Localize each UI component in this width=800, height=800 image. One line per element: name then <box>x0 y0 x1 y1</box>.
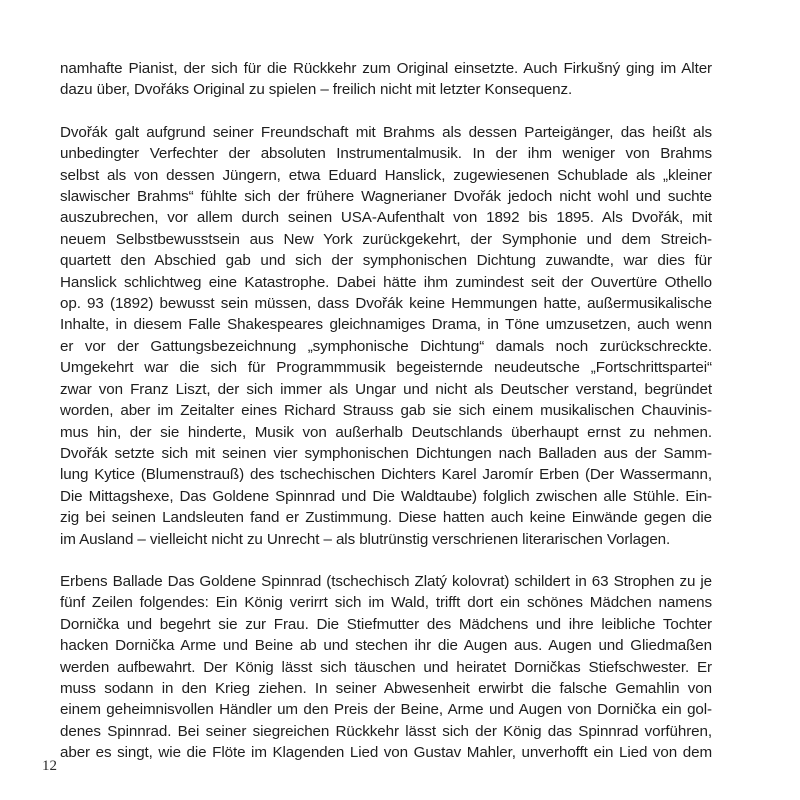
text-line: slawischer Brahms“ fühlte sich der frühere Wagnerianer Dvořák jedoch nicht wohl und suchte <box>60 188 712 206</box>
text-line: Erbens Ballade Das Goldene Spinnrad (tschechisch Zlatý kolovrat) schildert in 63 Strophen zu je <box>60 572 712 590</box>
text-line: quartett den Abschied gab und sich der symphonischen Dichtung zuwandte, war dies für <box>60 252 712 270</box>
text-line: selbst als von dessen Jüngern, etwa Eduard Hanslick, zugewiesenen Schublade als „kleiner <box>60 166 712 184</box>
text-line: lung Kytice (Blumenstrauß) des tschechischen Dichters Karel Jaromír Erben (Der Wassermann, <box>60 466 712 484</box>
paragraph-gap <box>60 101 712 122</box>
text-line: mus hin, der sie hinderte, Musik von außerhalb Deutschlands überhaupt ernst zu nehmen. <box>60 423 712 441</box>
text-line: einem geheimnisvollen Händler um den Preis der Beine, Arme und Augen von Dornička ein gol- <box>60 701 712 719</box>
paragraph-2 <box>60 122 712 550</box>
text-line: Inhalte, in diesem Falle Shakespeares gleichnamiges Drama, in Töne umzusetzen, auch wenn <box>60 316 712 334</box>
text-line: worden, aber im Zeitalter eines Richard Strauss gab sie sich einem musikalischen Chauvinis- <box>60 402 712 420</box>
text-line: zwar von Franz Liszt, der sich immer als Ungar und nicht als Deutscher verstand, begründet <box>60 380 712 398</box>
text-line: Dvořák galt aufgrund seiner Freundschaft mit Brahms als dessen Parteigänger, das heißt als <box>60 123 712 141</box>
text-line: dazu über, Dvořáks Original zu spielen – freilich nicht mit letzter Konsequenz. <box>60 81 573 99</box>
body-text <box>60 58 712 764</box>
page-number: 12 <box>42 758 57 774</box>
paragraph-3 <box>60 571 712 764</box>
text-line: namhafte Pianist, der sich für die Rückkehr zum Original einsetzte. Auch Firkušný ging im Alter <box>60 60 712 77</box>
text-line: denes Spinnrad. Bei seiner siegreichen Rückkehr lässt sich der König das Spinnrad vorführen, <box>60 722 712 740</box>
text-line: Umgekehrt war die sich für Programmmusik begeisternde neudeutsche „Fortschrittspartei“ <box>60 359 712 377</box>
text-line: Die Mittagshexe, Das Goldene Spinnrad und Die Waldtaube) folglich zwischen alle Stühle. Ein- <box>60 487 712 505</box>
text-line: muss sodann in den Krieg ziehen. In seiner Abwesenheit erwirbt die falsche Gemahlin von <box>60 679 712 697</box>
text-line: Dornička und begehrt sie zur Frau. Die Stiefmutter des Mädchens und ihre leibliche Tochter <box>60 615 712 633</box>
text-line: im Ausland – vielleicht nicht zu Unrecht – als blutrünstig verschrienen literarischen Vorlagen. <box>60 530 671 548</box>
text-line: er vor der Gattungsbezeichnung „symphonische Dichtung“ damals noch zurückschreckte. <box>60 337 712 355</box>
text-line: unbedingter Verfechter der absoluten Instrumentalmusik. In der ihm weniger von Brahms <box>60 145 712 163</box>
text-line: Hanslick schlichtweg eine Katastrophe. Dabei hätte ihm zumindest seit der Ouvertüre Othello <box>60 273 712 291</box>
text-line: op. 93 (1892) bewusst sein müssen, dass Dvořák keine Hemmungen hatte, außermusikalische <box>60 295 712 313</box>
text-line: auszubrechen, vor allem durch seinen USA-Aufenthalt von 1892 bis 1895. Als Dvořák, mit <box>60 209 712 227</box>
paragraph-gap <box>60 550 712 571</box>
text-line: neuem Selbstbewusstsein aus New York zurückgekehrt, der Symphonie und dem Streich- <box>60 230 712 248</box>
paragraph-1 <box>60 58 712 101</box>
text-line: zig bei seinen Landsleuten fand er Zustimmung. Diese hatten auch keine Einwände gegen die <box>60 509 712 527</box>
text-line: hacken Dornička Arme und Beine ab und stechen ihr die Augen aus. Augen und Gliedmaßen <box>60 637 712 655</box>
text-line: fünf Zeilen folgendes: Ein König verirrt sich im Wald, trifft dort ein schönes Mädchen namens <box>60 594 712 612</box>
text-line: aber es singt, wie die Flöte im Klagenden Lied von Gustav Mahler, unverhofft ein Lied von dem <box>60 744 712 762</box>
text-line: Dvořák setzte sich mit seinen vier symphonischen Dichtungen nach Balladen aus der Samm- <box>60 444 712 462</box>
text-line: werden aufbewahrt. Der König lässt sich täuschen und heiratet Dorničkas Stiefschwester. Er <box>60 658 712 676</box>
